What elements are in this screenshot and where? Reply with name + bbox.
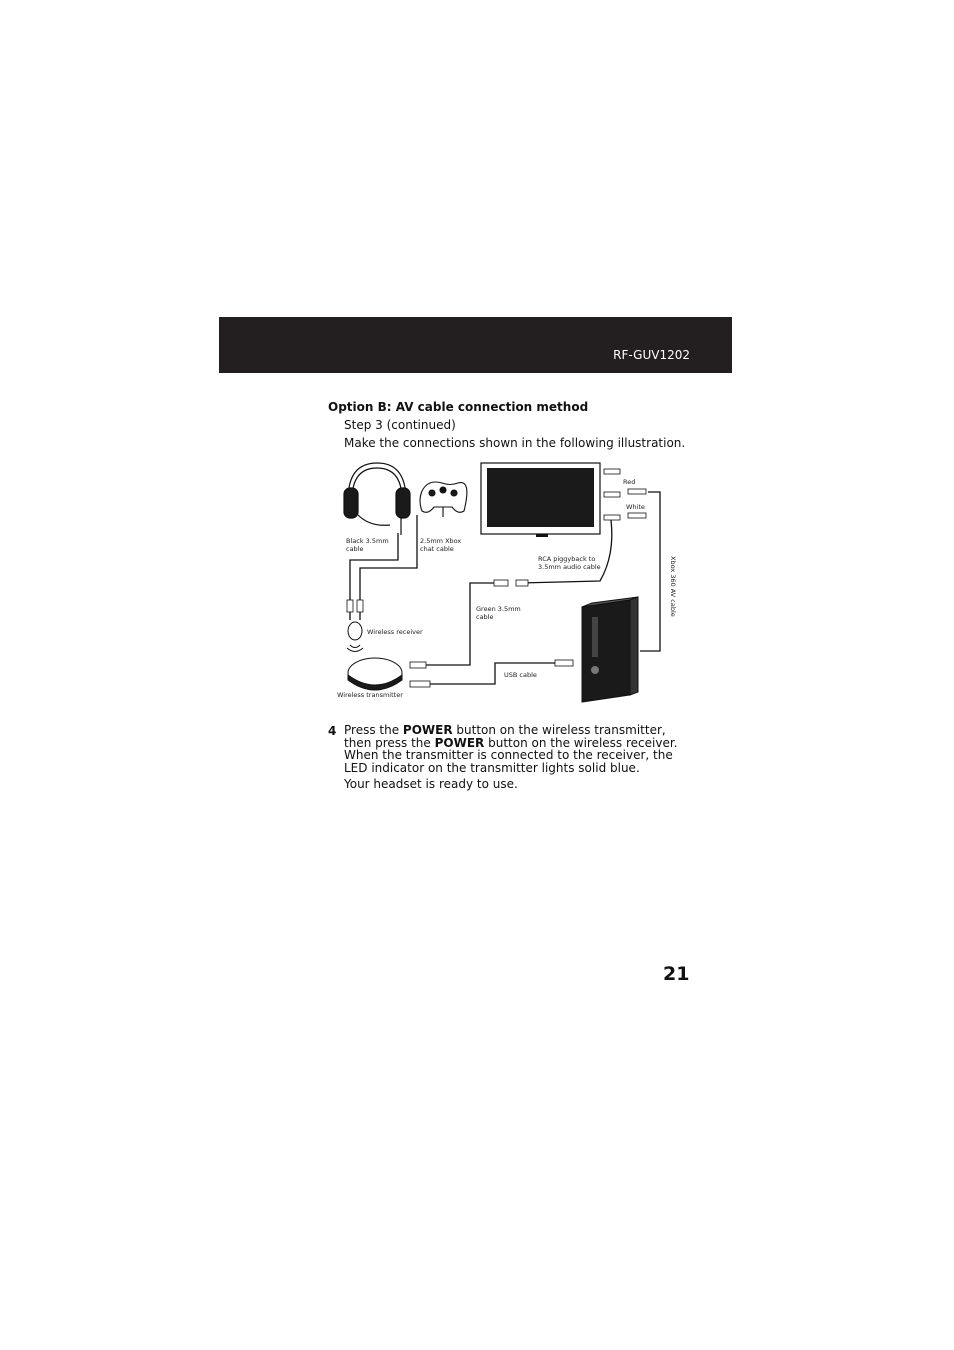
step-4-text [344, 724, 694, 774]
step-instruction: Make the connections shown in the following illustration. [344, 436, 686, 450]
wireless-transmitter-illustration [348, 658, 402, 690]
green-cable-label-2: cable [476, 613, 494, 621]
section-title: Option B: AV cable connection method [328, 400, 589, 414]
tv-av-plugs [604, 469, 646, 520]
receiver-label: Wireless receiver [367, 628, 423, 636]
transmitter-label: Wireless transmitter [337, 691, 403, 699]
step-subtitle: Step 3 (continued) [344, 418, 456, 432]
black-cable-label-2: cable [346, 545, 364, 553]
rca-label-2: 3.5mm audio cable [538, 563, 601, 571]
green-cable-label-1: Green 3.5mm [476, 605, 521, 613]
step-text-1: Press the [344, 723, 403, 737]
tv-illustration [481, 463, 600, 537]
av-cable-label: Xbox 360 AV cable [669, 556, 677, 617]
white-label: White [626, 503, 645, 511]
ready-text: Your headset is ready to use. [344, 777, 518, 791]
header-bar [219, 317, 732, 373]
page-number: 21 [663, 963, 690, 985]
xbox-console-illustration [582, 597, 638, 702]
headset-illustration [344, 463, 410, 535]
usb-label: USB cable [504, 671, 537, 679]
wireless-receiver-illustration [347, 622, 363, 652]
step-text-2: button on the wireless transmitter, then press the [344, 723, 666, 750]
step-text-3: button on the wireless receiver. When the transmitter is connected to the receiver, the LED indicator on the transmitter lights solid blue. [344, 735, 678, 775]
chat-cable-label-2: chat cable [420, 545, 454, 553]
controller-illustration [420, 482, 467, 517]
power-emphasis-2: POWER [434, 735, 485, 750]
black-cable-label-1: Black 3.5mm [346, 537, 389, 545]
model-number: RF-GUV1202 [613, 348, 690, 362]
connection-diagram [330, 455, 690, 705]
power-emphasis-1: POWER [402, 723, 453, 737]
chat-cable-label-1: 2.5mm Xbox [420, 537, 462, 545]
rca-label-1: RCA piggyback to [538, 555, 596, 563]
step-number: 4 [328, 724, 337, 738]
red-label: Red [623, 478, 636, 486]
